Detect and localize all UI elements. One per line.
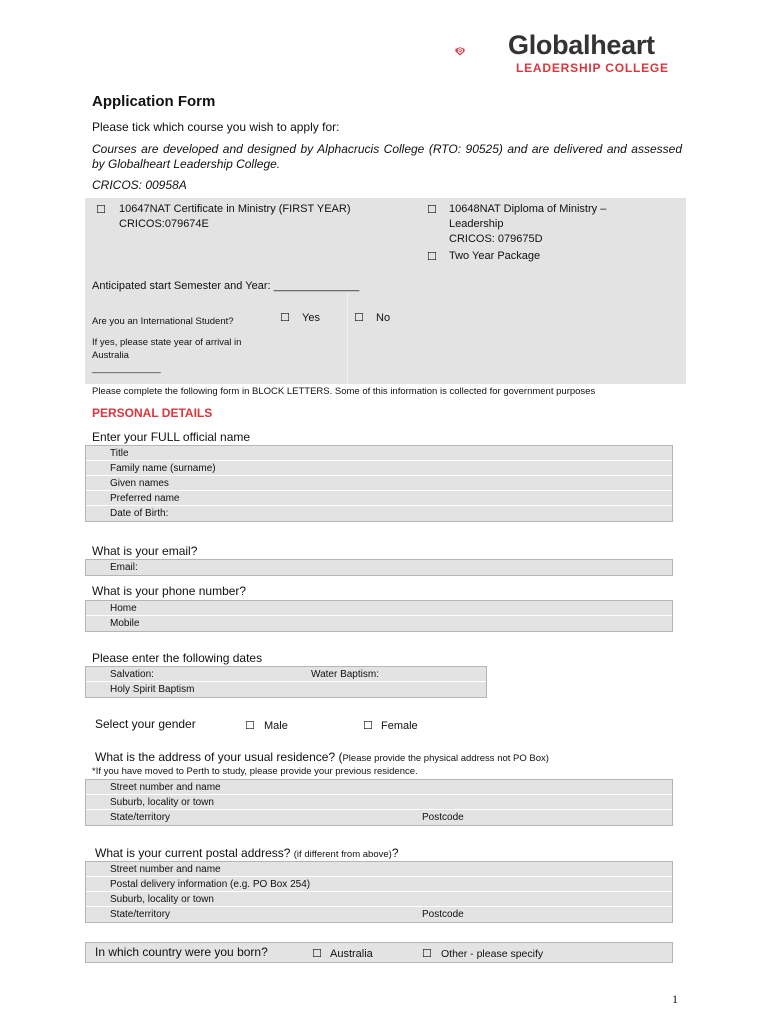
gender-male-label: Male	[264, 720, 288, 732]
gender-male-checkbox[interactable]: ☐	[245, 720, 255, 732]
home-phone-field[interactable]: Home	[86, 601, 672, 616]
international-no-checkbox[interactable]: ☐	[354, 312, 364, 324]
postal-table	[85, 861, 673, 923]
water-baptism-field[interactable]: Water Baptism:	[311, 669, 379, 680]
intro-text: Please tick which course you wish to apply for:	[92, 120, 340, 134]
residence-suburb-field[interactable]: Suburb, locality or town	[86, 795, 672, 810]
anticipated-start-field[interactable]: Anticipated start Semester and Year: ______________	[92, 280, 360, 292]
phone-table	[85, 600, 673, 632]
residence-question-main: What is the address of your usual residence? (	[95, 750, 343, 764]
course-3-label: Two Year Package	[449, 250, 541, 262]
arrival-year-field[interactable]: _____________	[92, 363, 161, 374]
name-table	[85, 445, 673, 522]
course-1-label: 10647NAT Certificate in Ministry (FIRST YEAR)	[119, 203, 351, 215]
international-no-label: No	[376, 312, 391, 324]
postal-street-field[interactable]: Street number and name	[86, 862, 672, 877]
date-of-birth-field[interactable]: Date of Birth:	[86, 506, 672, 521]
course-2-label-2: Leadership	[449, 218, 504, 230]
arrival-label: If yes, please state year of arrival in	[92, 337, 242, 348]
logo-subtitle: LEADERSHIP COLLEGE	[516, 61, 669, 75]
country-other-label[interactable]: Other - please specify	[441, 948, 544, 960]
course-1-cricos: CRICOS:079674E	[119, 218, 209, 230]
course-2-cricos: CRICOS: 079675D	[449, 233, 543, 245]
globalheart-logo	[455, 30, 503, 74]
full-name-question: Enter your FULL official name	[92, 430, 251, 444]
preferred-name-field[interactable]: Preferred name	[86, 491, 672, 506]
postal-question	[95, 846, 399, 860]
mobile-phone-field[interactable]: Mobile	[86, 616, 672, 631]
residence-question	[95, 750, 549, 764]
holy-spirit-baptism-field[interactable]: Holy Spirit Baptism	[86, 682, 486, 697]
gender-female-label: Female	[381, 720, 418, 732]
international-yes-checkbox[interactable]: ☐	[280, 312, 290, 324]
postal-question-end: ?	[391, 846, 399, 860]
email-table	[85, 559, 673, 576]
family-name-field[interactable]: Family name (surname)	[86, 461, 672, 476]
residence-state-field[interactable]	[86, 810, 672, 825]
postal-state-label: State/territory	[110, 909, 171, 920]
residence-table	[85, 779, 673, 826]
course-2-checkbox[interactable]: ☐	[427, 204, 437, 216]
country-other-checkbox[interactable]: ☐	[422, 948, 432, 960]
provider-statement: Courses are developed and designed by Alphacrucis College (RTO: 90525) and are delivered and assessed by Globalheart Leadership College.	[92, 142, 682, 171]
postal-postcode-field[interactable]: Postcode	[422, 909, 464, 920]
country-australia-label: Australia	[330, 948, 373, 960]
given-names-field[interactable]: Given names	[86, 476, 672, 491]
residence-question-note: Please provide the physical address not PO Box)	[342, 753, 549, 764]
international-yes-label: Yes	[302, 312, 320, 324]
postal-question-note: (if different from above)	[293, 849, 392, 860]
salvation-label: Salvation:	[110, 669, 154, 680]
block-letters-note: Please complete the following form in BLOCK LETTERS. Some of this information is collected for government purposes	[92, 386, 596, 397]
dates-table	[85, 666, 487, 698]
dates-question: Please enter the following dates	[92, 651, 263, 665]
postal-delivery-field[interactable]: Postal delivery information (e.g. PO Box 254)	[86, 877, 672, 892]
salvation-field[interactable]	[86, 667, 486, 682]
residence-postcode-field[interactable]: Postcode	[422, 812, 464, 823]
arrival-label-2: Australia	[92, 350, 129, 361]
international-question: Are you an International Student?	[92, 316, 234, 327]
cricos-code: CRICOS: 00958A	[92, 178, 187, 192]
panel-divider	[347, 294, 348, 384]
personal-details-heading: PERSONAL DETAILS	[92, 406, 213, 420]
email-question: What is your email?	[92, 544, 198, 558]
logo-wordmark: Globalheart	[508, 30, 655, 60]
phone-question: What is your phone number?	[92, 584, 247, 598]
page-number: 1	[672, 992, 678, 1006]
residence-street-field[interactable]: Street number and name	[86, 780, 672, 795]
postal-state-field[interactable]	[86, 907, 672, 922]
email-field[interactable]: Email:	[86, 560, 672, 575]
residence-state-label: State/territory	[110, 812, 171, 823]
page-title: Application Form	[92, 93, 216, 110]
gender-question: Select your gender	[95, 717, 196, 731]
course-1-checkbox[interactable]: ☐	[96, 204, 106, 216]
country-australia-checkbox[interactable]: ☐	[312, 948, 322, 960]
course-3-checkbox[interactable]: ☐	[427, 251, 437, 263]
postal-suburb-field[interactable]: Suburb, locality or town	[86, 892, 672, 907]
residence-note: *If you have moved to Perth to study, please provide your previous residence.	[92, 766, 418, 777]
course-2-label: 10648NAT Diploma of Ministry –	[449, 203, 607, 215]
country-question: In which country were you born?	[95, 945, 268, 959]
gender-female-checkbox[interactable]: ☐	[363, 720, 373, 732]
postal-question-main: What is your current postal address?	[95, 846, 291, 860]
title-field[interactable]: Title	[86, 446, 672, 461]
